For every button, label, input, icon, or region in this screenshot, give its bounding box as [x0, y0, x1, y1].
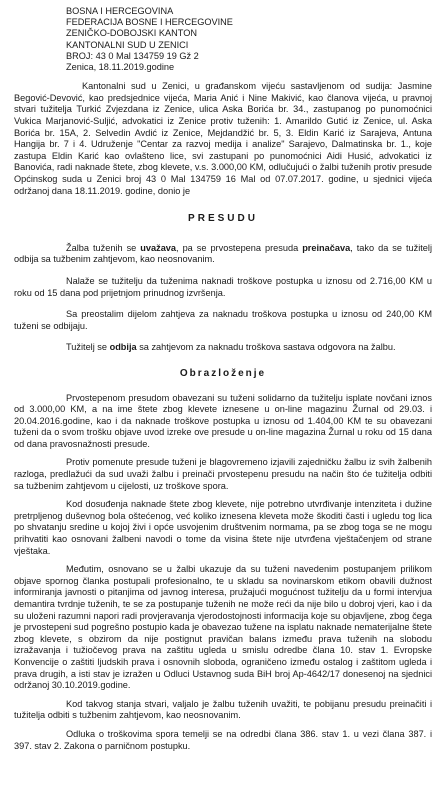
verdict-paragraph-1: Žalba tuženih se uvažava, pa se prvostepena presuda preinačava, tako da se tužitelj odbija sa tužbenim zahtjevom, kao neosnovanim.	[14, 242, 433, 265]
reasoning-paragraph-6: Odluka o troškovima spora temelji se na odredbi člana 386. stav 1. u vezi člana 387. i 397. stav 2. Zakona o parničnom postupku.	[14, 728, 432, 751]
reasoning-paragraph-4: Međutim, osnovano se u žalbi ukazuje da su tuženi navedenim postupanjem prilikom objave spornog članka postupali profesionalno, te u skladu sa novinarskom etikom obavili dužnost informiranja javnosti o pitanjima od javnog interesa, pružajući mogućnost tužitelju da u formi intervjua demantira tvrdnje tuženih, te se za postupanje tuženih ne može reći da nije bilo u dobroj vjeri, kao i da su uloženi razumni napori radi provjeravanja vjerodostojnosti informacija koje su objavljene, zbog čega je prvostepeni sud pogrešno postupio kada je obavezao tužene na isplatu naknade nematerijalne štete zbog klevete, s obzirom da nije postignut pravičan balans između prava tuženih na slobodu izražavanja i tužiočevog prava na zaštitu ugleda u smislu odredbe člana 10. stav 1. Evropske Konvencije o zaštiti ljudskih prava i osnovnih sloboda, ograničeno između ostalog i zaštitom ugleda i prava drugih, a isti stav je izražen u Odluci Ustavnog suda BiH broj Ap-4642/17 donesenoj na sjednici održanoj 30.10.2019.godine.	[14, 564, 432, 691]
reasoning-paragraph-5: Kod takvog stanja stvari, valjalo je žalbu tuženih uvažiti, te pobijanu presudu preinačiti i tužitelja odbiti s tužbenim zahtjevom, kao neosnovanim.	[14, 698, 432, 721]
header-canton: ZENIČKO-DOBOJSKI KANTON	[66, 28, 198, 39]
verdict-paragraph-3: Sa preostalim dijelom zahtjeva za naknadu troškova postupka u iznosu od 240,00 KM tuženi se odbijaju.	[14, 309, 432, 331]
verdict-accepted: uvažava	[140, 242, 177, 253]
intro-paragraph: Kantonalni sud u Zenici, u građanskom vijeću sastavljenom od sudija: Jasmine Begović-Devović, kao predsjednice vijeća, Maria Anić i Nine Makivić, kao članova vijeća, u pravnoj stvari tužitelja Turkić Zvjezdana iz Zenice, ulica Aska Borića br. 34., zastupanog po punomoćnici Vukica Marjanović-Suljić, advokatici iz Zenice protiv tuženih: 1. Amarildo Gutić iz Zenice, ul. Aska Borića br. 15A, 2. Selvedin Avdić iz Zenice, Mejdandžić br. 5, 3. Eldin Karić iz Sarajeva, Antuna Hangija br. 7 i 4. Udruženje "Centar za razvoj medija i analize" Sarajevo, Dalmatinska br. 1., koje zastupa Eldin Karić kao ovlašteno lice, svi zastupani po punomoćnici Aidi Husić, advokatici iz Banovića, radi naknade štete, zbog klevete, v.s. 3.000,00 KM, odlučujući o žalbi tuženih protiv presude Općinskog suda u Zenici broj 43 0 Mal 134759 16 Mal od 07.07.2017. godine, u sjednici vijeća održanoj dana 18.11.2019. godine, donio je	[14, 81, 432, 196]
header-federation: FEDERACIJA BOSNE I HERCEGOVINE	[66, 17, 233, 28]
verdict-modified: preinačava	[302, 242, 351, 253]
header-date: Zenica, 18.11.2019.godine	[66, 62, 175, 73]
reasoning-paragraph-3: Kod dosuđenja naknade štete zbog klevete, nije potrebno utvrđivanje intenziteta i dužine pretrpljenog duševnog bola oštećenog, već koliko iznesena kleveta može škoditi časti i ugledu tog lica po shvatanju sredine u kojoj živi i opće usvojenim društvenim normama, pa se zbog toga se ne mogu prihvatiti kao osnovani žalbeni navodi o tome da visina štete nije utvrđena vještačenjem od strane vještaka.	[14, 499, 432, 556]
verdict-paragraph-2: Nalaže se tužitelju da tuženima naknadi troškove postupka u iznosu od 2.716,00 KM u roku od 15 dana pod prijetnjom prinudnog izvršenja.	[14, 275, 432, 298]
reasoning-paragraph-2: Protiv pomenute presude tuženi je blagovremeno izjavili zajedničku žalbu iz svih žalbenih razloga, predlažući da sud uvaži žalbu i preinači prvostepenu presudu na način što će tužitelja odbiti sa tužbenim zahtjevom u cijelosti, uz troškove spora.	[14, 457, 432, 491]
verdict-rejected: odbija	[109, 342, 137, 353]
header-country: BOSNA I HERCEGOVINA	[66, 6, 174, 16]
document-title: PRESUDU	[188, 213, 258, 225]
reasoning-title: Obrazloženje	[179, 367, 267, 379]
verdict-paragraph-4: Tužitelj se odbija sa zahtjevom za naknadu troškova sastava odgovora na žalbu.	[66, 342, 396, 353]
header-case-number: BROJ: 43 0 Mal 134759 19 Gž 2	[66, 50, 199, 61]
header-court: KANTONALNI SUD U ZENICI	[66, 39, 189, 50]
document-header	[66, 6, 432, 73]
reasoning-paragraph-1: Prvostepenom presudom obavezani su tuženi solidarno da tužitelju isplate novčani iznos od 3.000,00 KM, a na ime štete zbog klevete iznesene u on-line magazinu Žurnal od 29.03. i 20.04.2016.godine, kao i da naknade troškove postupka u iznosu od 1.404,00 KM te su obavezani tuženi da o svom trošku objave uvod izreke ove presude u on-line magazina Žurnal u roku od 15 dana od dana pravosnažnosti presude.	[14, 392, 432, 449]
